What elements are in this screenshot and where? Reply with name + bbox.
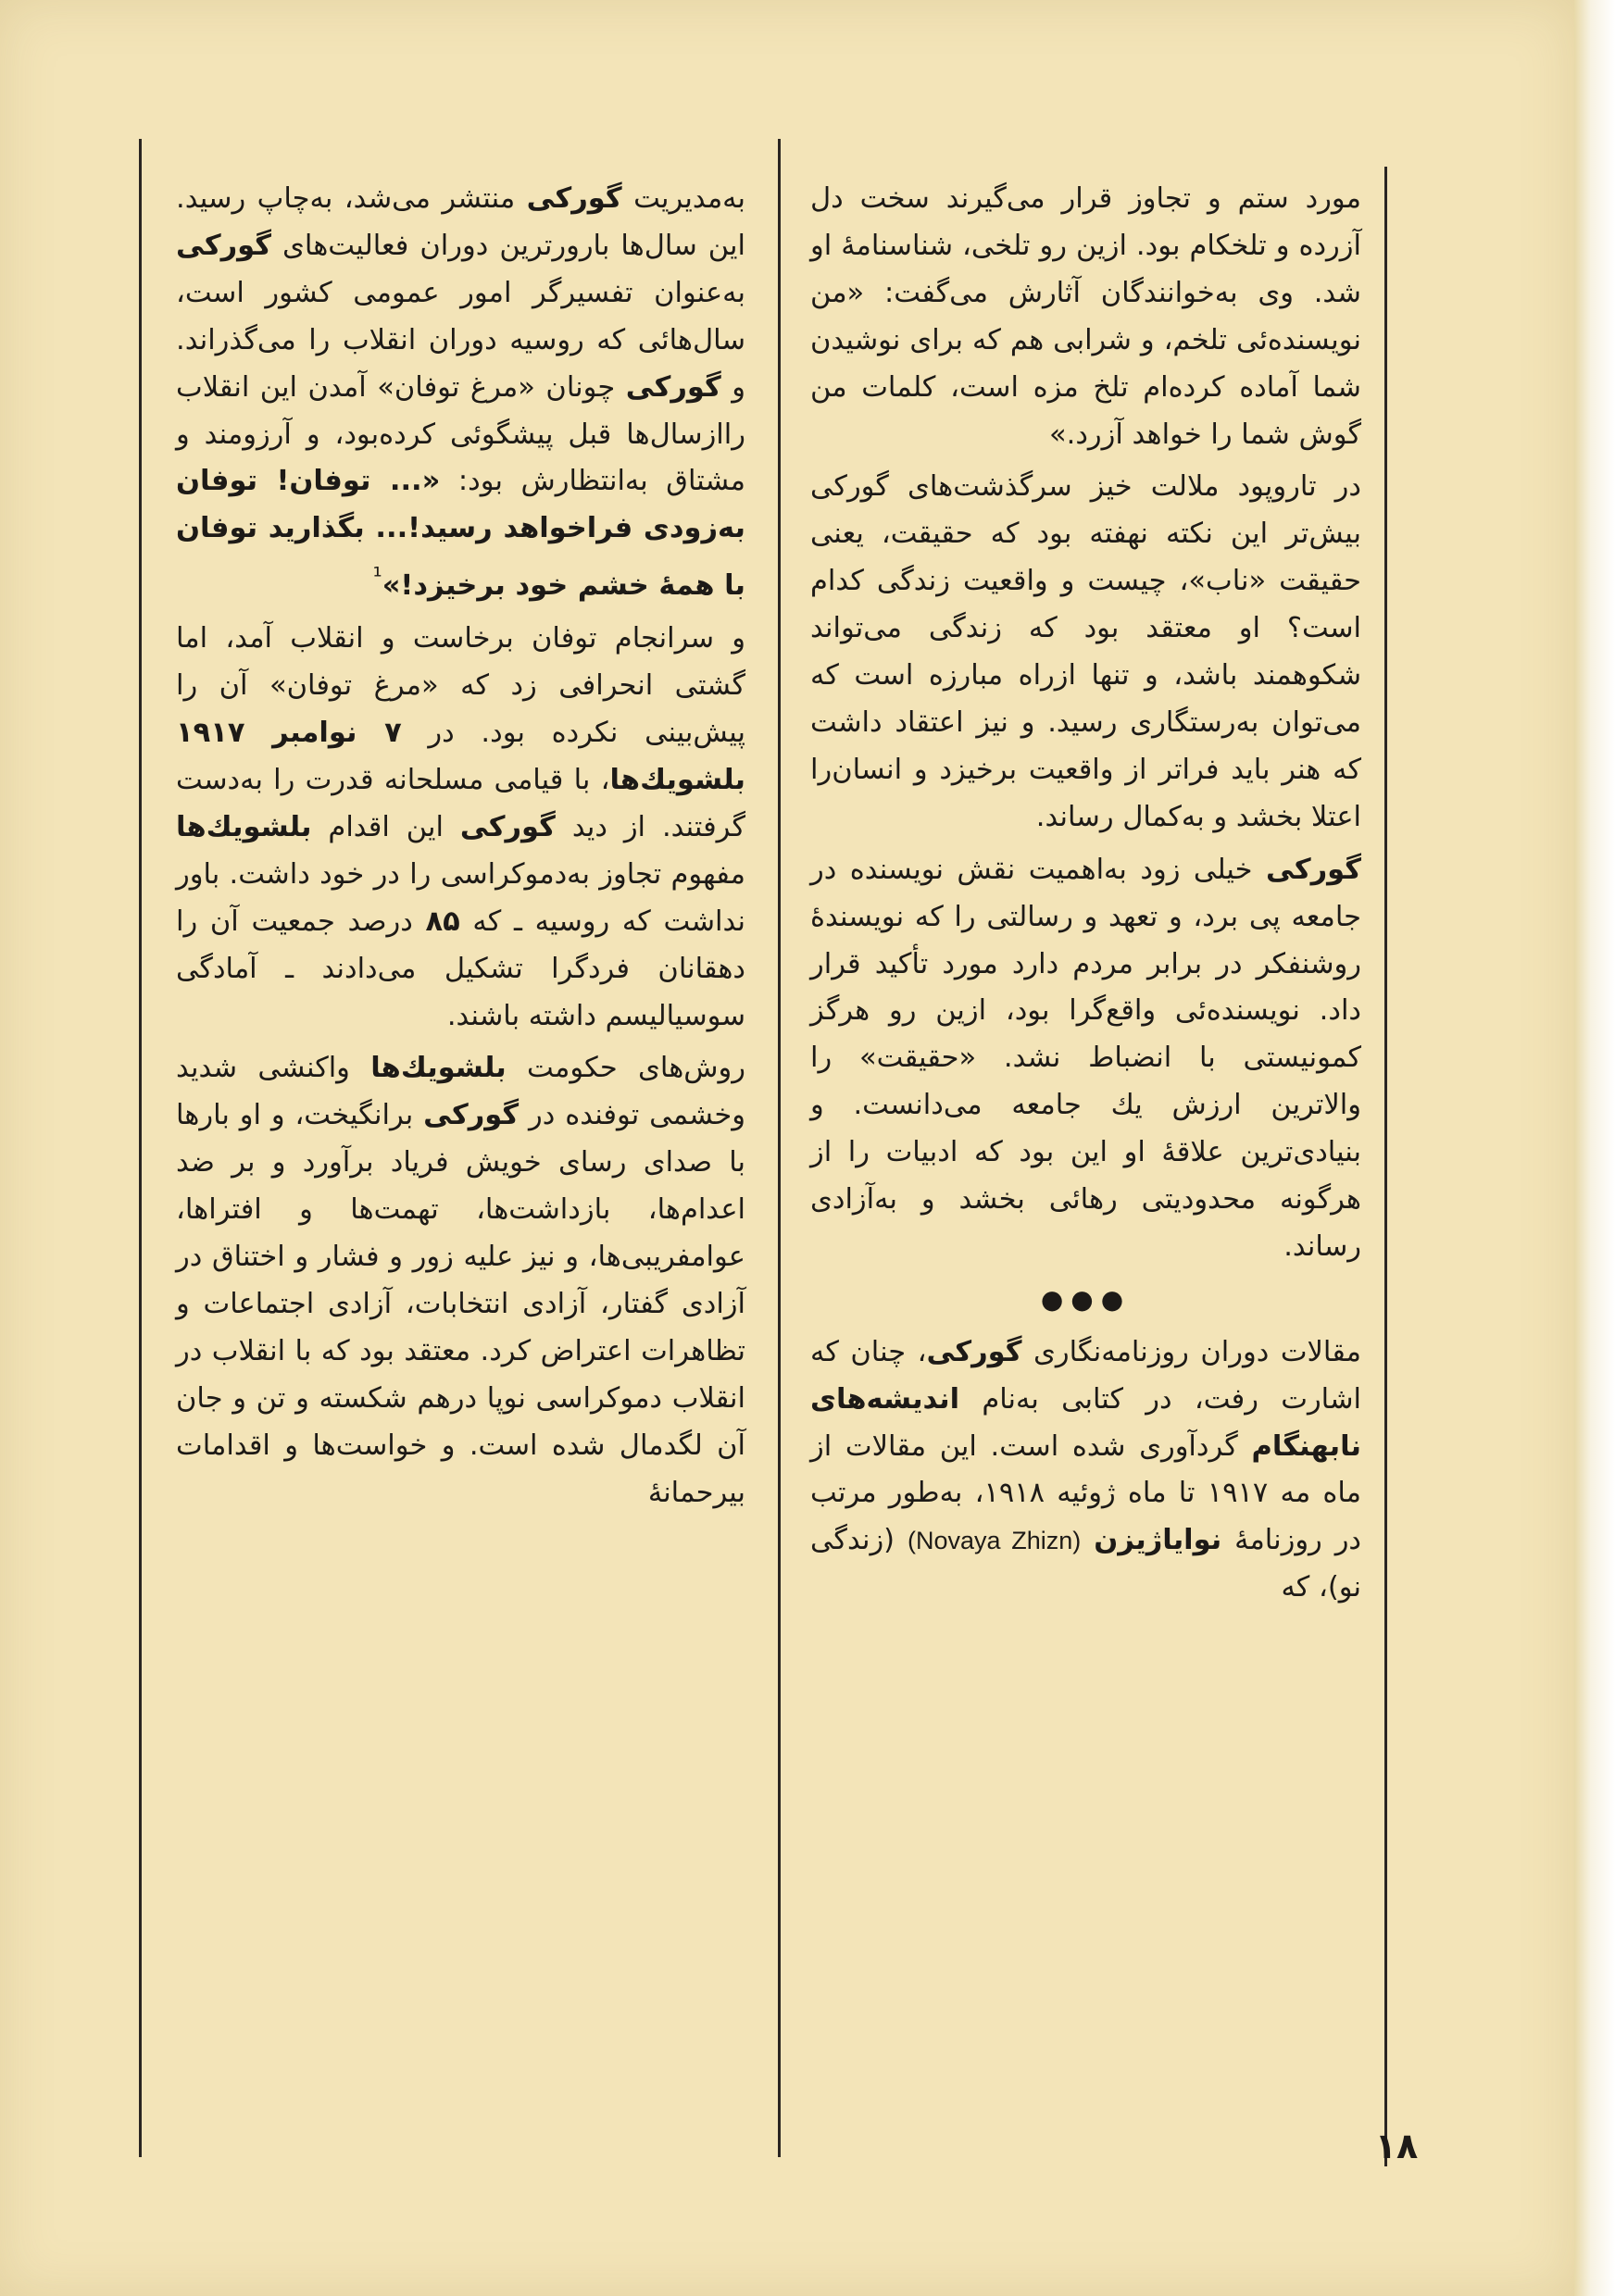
- column-divider-rule: [778, 139, 781, 2157]
- left-paragraph-1-text-c: به‌عنوان تفسیرگر امور عمومی کشور است، سال‌هائی که روسیه دوران انقلاب را می‌گذراند. و: [176, 276, 745, 404]
- bold-book-title: اندیشه‌های نابهنگام: [810, 1382, 1361, 1463]
- bold-name-gorky: گورکی: [423, 1099, 520, 1132]
- right-paragraph-2-text: در تاروپود ملالت خیز سرگذشت‌های گورکی بیش‌تر این نکته نهفته بود که حقیقت، یعنی حقیقت «ناب»، چیست و واقعیت زندگی کدام است؟ او معتقد بود که زندگی می‌تواند شکوهمند باشد، و تنها ازراه مبارزه است که می‌توان به‌رستگاری رسید. و نیز اعتقاد داشت که هنر باید فراتر از واقعیت برخیزد و انسان‌را اعتلا بخشد و به‌کمال رساند.: [810, 470, 1361, 833]
- left-paragraph-1: [176, 176, 745, 610]
- left-paragraph-1-text-a: به‌مدیریت: [621, 182, 746, 215]
- right-paragraph-4: [810, 1329, 1361, 1612]
- bold-quote: «... توفان! توفان به‌زودی فراخواهد رسید!... بگذارید توفان با همهٔ خشم خود برخیزد!»: [176, 465, 745, 603]
- bold-bolsheviks: بلشویك‌ها: [176, 810, 312, 843]
- left-paragraph-1-text-b: منتشر می‌شد، به‌چاپ رسید. این سال‌ها بارورترین دوران فعالیت‌های: [176, 182, 745, 262]
- right-paragraph-1-text: مورد ستم و تجاوز قرار می‌گیرند سخت دل آزرده و تلخکام بود. ازین رو تلخی، شناسنامهٔ او شد. وی به‌خوانندگان آثارش می‌گفت: «من نویسنده‌ئی تلخم، و شرابی هم که برای نوشیدن شما آماده کرده‌ام تلخ مزه است، کلمات من گوش شما را خواهد آزرد.»: [810, 182, 1361, 451]
- left-column: [176, 176, 745, 1517]
- right-paragraph-3: [810, 847, 1361, 1271]
- right-paragraph-3-text: خیلی زود به‌اهمیت نقش نویسنده در جامعه پی برد، و تعهد و رسالتی را که نویسندهٔ روشنفکر در برابر مردم دارد مورد تأکید قرار داد. نویسنده‌ئی واقع‌گرا بود، ازین رو هرگز کمونیستی با انضباط نشد. «حقیقت» را والاترین ارزش یك جامعه می‌دانست. و بنیادی‌ترین علاقهٔ او این بود که ادبیات را از هرگونه محدودیتی رهائی بخشد و به‌آزادی رساند.: [810, 853, 1361, 1263]
- bold-percentage: ۸۵: [425, 905, 460, 938]
- left-paragraph-3: [176, 1045, 745, 1516]
- bold-bolsheviks: بلشویك‌ها: [370, 1052, 507, 1085]
- right-paragraph-2: [810, 464, 1361, 841]
- bold-name-gorky: گورکی: [926, 1335, 1022, 1368]
- latin-newspaper-name: (Novaya Zhizn): [908, 1527, 1082, 1555]
- bold-date-bolsheviks: ۷ نوامبر ۱۹۱۷ بلشویك‌ها: [176, 717, 745, 797]
- bold-name-gorky: گورکی: [176, 229, 272, 262]
- left-paragraph-3-text-c: برانگیخت، و او بارها با صدای رسای خویش فریاد برآورد و بر ضد اعدام‌ها، بازداشت‌ها، تهمت‌ها و افتراها، عوامفریبی‌ها، و نیز علیه زور و فشار و اختناق در آزادی گفتار، آزادی انتخابات، آزادی اجتماعات و تظاهرات اعتراض کرد. معتقد بود که با انقلاب در انقلاب دموکراسی نوپا درهم شکسته و تن و جان آن لگدمال شده است. و خواست‌ها و اقدامات بیرحمانهٔ: [176, 1099, 745, 1509]
- right-paragraph-4-text-d: (زندگی نو)، که: [810, 1524, 1361, 1604]
- bold-newspaper-name: نوایاژیزن: [1094, 1524, 1222, 1557]
- right-border-rule: [1384, 167, 1387, 2166]
- right-paragraph-1: [810, 176, 1361, 458]
- page-edge: [1574, 0, 1615, 2296]
- bold-name-gorky: گورکی: [1265, 853, 1361, 886]
- left-paragraph-2: [176, 616, 745, 1040]
- page-number: ۱۸: [1374, 2126, 1419, 2166]
- left-paragraph-2-text-e: درصد جمعیت آن را دهقانان فردگرا تشکیل می‌دادند ـ آمادگی سوسیالیسم داشته باشند.: [176, 905, 745, 1032]
- bold-name-gorky: گورکی: [459, 810, 556, 843]
- left-paragraph-2-text-d: مفهوم تجاوز به‌دموکراسی را در خود داشت. باور نداشت که روسیه ـ که: [176, 857, 745, 938]
- left-paragraph-2-text-b: ، با قیامی مسلحانه قدرت را به‌دست گرفتند. از دید: [176, 764, 745, 843]
- right-paragraph-4-text-b: ، چنان که اشارت رفت، در کتابی به‌نام: [810, 1335, 1361, 1416]
- page-layout: [139, 139, 1389, 2222]
- section-separator: ●●●: [1040, 1283, 1132, 1315]
- bold-name-gorky: گورکی: [625, 370, 721, 404]
- left-paragraph-3-text-a: روش‌های حکومت: [506, 1052, 745, 1085]
- right-column: [810, 176, 1361, 1612]
- bold-name-gorky: گورکی: [526, 182, 622, 215]
- left-paragraph-3-text-b: واکنشی شدید وخشمی توفنده در: [176, 1052, 745, 1132]
- right-paragraph-4-text-c: گردآوری شده است. این مقالات از ماه مه ۱۹۱۷ تا ماه ژوئیه ۱۹۱۸، به‌طور مرتب در روزنامهٔ: [810, 1429, 1362, 1557]
- left-paragraph-1-text-d: چونان «مرغ توفان» آمدن این انقلاب رااز‌سال‌ها قبل پیشگوئی کرده‌بود، و آرزومند و مشتاق به‌انتظارش بود:: [176, 370, 745, 498]
- left-paragraph-2-text-a: و سرانجام توفان برخاست و انقلاب آمد، اما گشتی انحرافی زد که «مرغ توفان» آن را پیش‌بینی نکرده بود. در: [176, 622, 745, 750]
- left-paragraph-2-text-c: این اقدام: [311, 810, 460, 843]
- footnote-marker: ¹: [372, 562, 382, 591]
- right-paragraph-4-text-a: مقالات دوران روزنامه‌نگاری: [1021, 1335, 1361, 1368]
- left-border-rule: [139, 139, 142, 2157]
